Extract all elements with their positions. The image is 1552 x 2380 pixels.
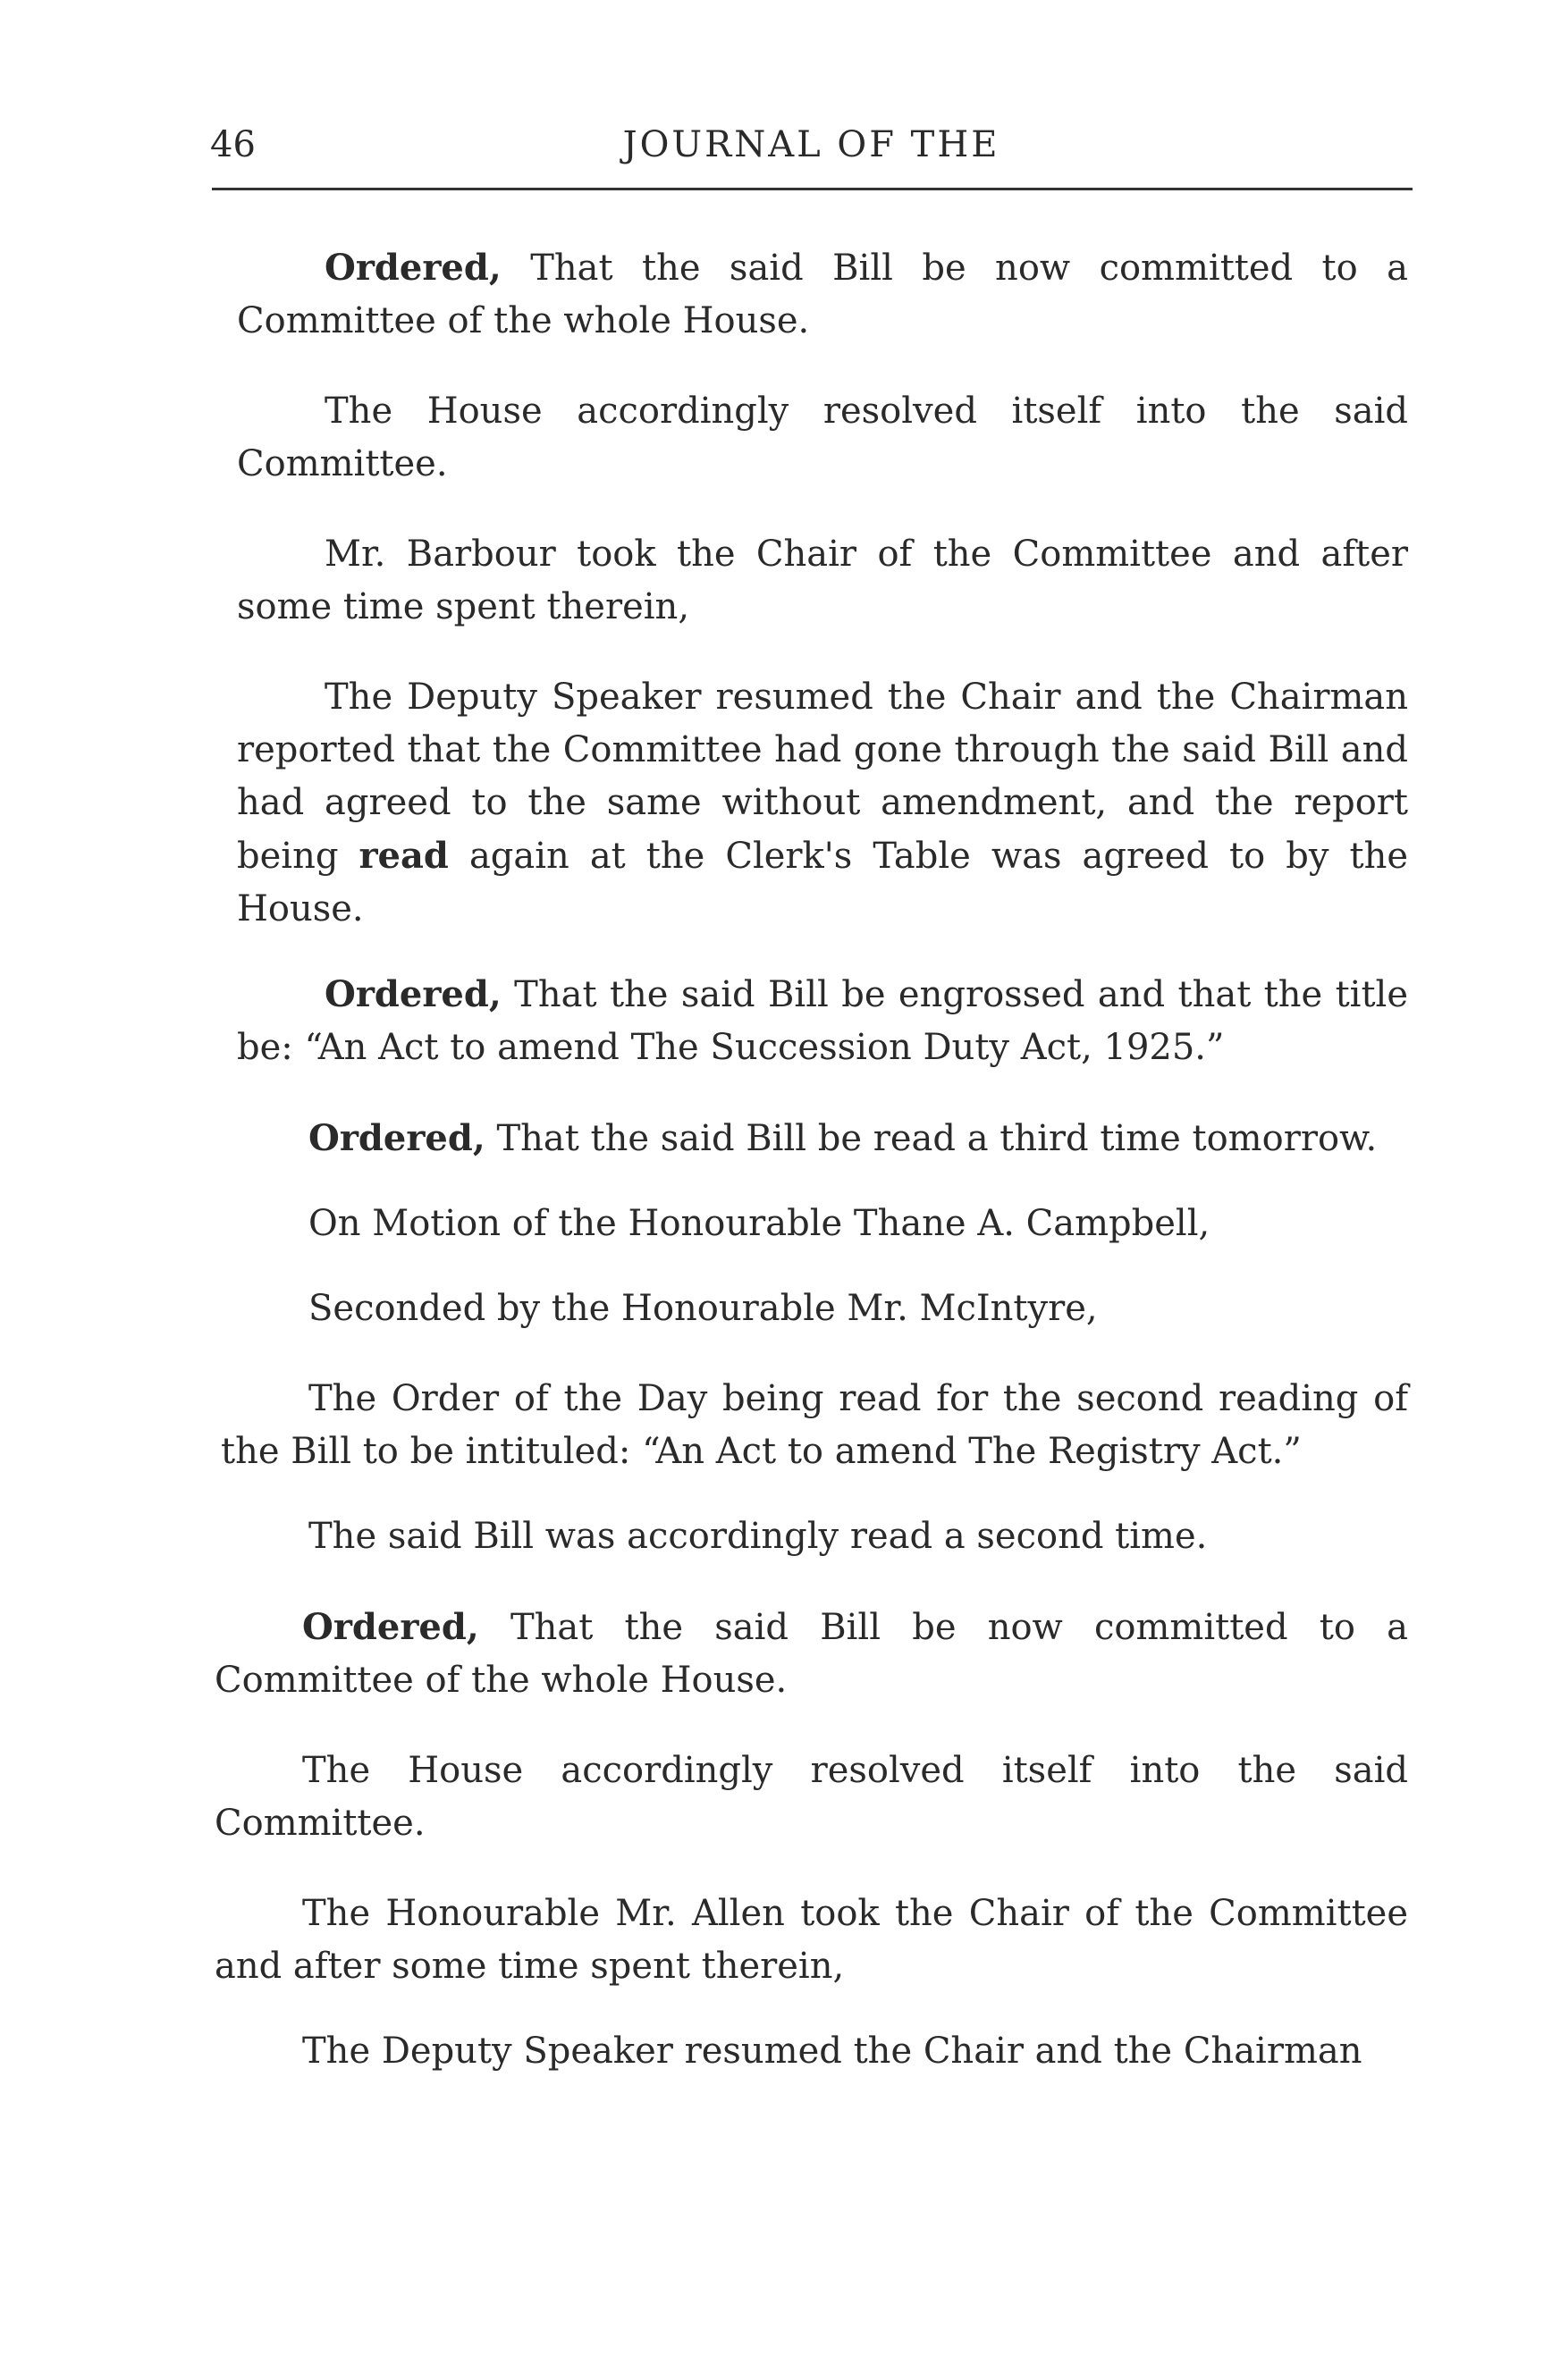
page-number: 46 [210,124,256,165]
paragraph-barbour-chair [237,528,1408,634]
paragraph-text: The Honourable Mr. Allen took the Chair of the Committee and after some time spent therein, [215,1893,1408,1987]
paragraph-text: The Deputy Speaker resumed the Chair and the Chairman [302,2031,1362,2072]
paragraph-text: That the said Bill be read a third time tomorrow. [485,1118,1378,1159]
paragraph-deputy-speaker-report [237,671,1408,936]
page-header [210,123,1413,186]
paragraph-text: The House accordingly resolved itself into the said Committee. [215,1750,1408,1844]
paragraph-text: again at the Clerk's Table was agreed to by the House. [237,836,1408,929]
paragraph-ordered-engrossed [237,968,1408,1074]
paragraph-text: The House accordingly resolved itself into the said Committee. [237,391,1408,484]
paragraph-house-resolved-2 [215,1745,1408,1850]
paragraph-text: The said Bill was accordingly read a second time. [308,1516,1208,1557]
running-title: JOURNAL OF THE [622,124,1000,165]
paragraph-order-of-day [221,1373,1408,1478]
paragraph-text: That the said Bill be now committed to a Committee of the whole House. [237,248,1408,341]
paragraph-text: Seconded by the Honourable Mr. McIntyre, [308,1288,1098,1329]
paragraph-house-resolved [237,385,1408,491]
header-rule [212,188,1413,190]
paragraph-motion [221,1198,1408,1250]
ordered-label: Ordered, [308,1117,485,1159]
paragraph-text: Mr. Barbour took the Chair of the Committee and after some time spent therein, [237,534,1408,627]
read-emphasis: read [358,835,449,877]
paragraph-deputy-speaker-2 [215,2025,1408,2078]
paragraph-ordered-committed [237,241,1408,348]
paragraph-ordered-third-reading [221,1112,1408,1165]
ordered-label: Ordered, [325,247,502,289]
paragraph-seconded [221,1283,1408,1335]
paragraph-ordered-committed-2 [215,1601,1408,1707]
paragraph-second-time [221,1510,1408,1563]
paragraph-text: The Deputy Speaker resumed the Chair and the Chairman reported that the Committee had gone through the said Bill and had agreed to the same without amendment, and the report being [237,677,1408,877]
ordered-label: Ordered, [302,1606,479,1648]
paragraph-text: That the said Bill be now committed to a Committee of the whole House. [215,1607,1408,1701]
paragraph-text: That the said Bill be engrossed and that the title be: “An Act to amend The Succession Duty Act, 1925.” [237,974,1408,1068]
paragraph-text: On Motion of the Honourable Thane A. Campbell, [308,1203,1210,1244]
paragraph-allen-chair [215,1888,1408,1993]
journal-body [215,241,1408,2115]
paragraph-text: The Order of the Day being read for the second reading of the Bill to be intituled: “An Act to amend The Registry Act.” [221,1378,1408,1472]
ordered-label: Ordered, [325,973,502,1015]
